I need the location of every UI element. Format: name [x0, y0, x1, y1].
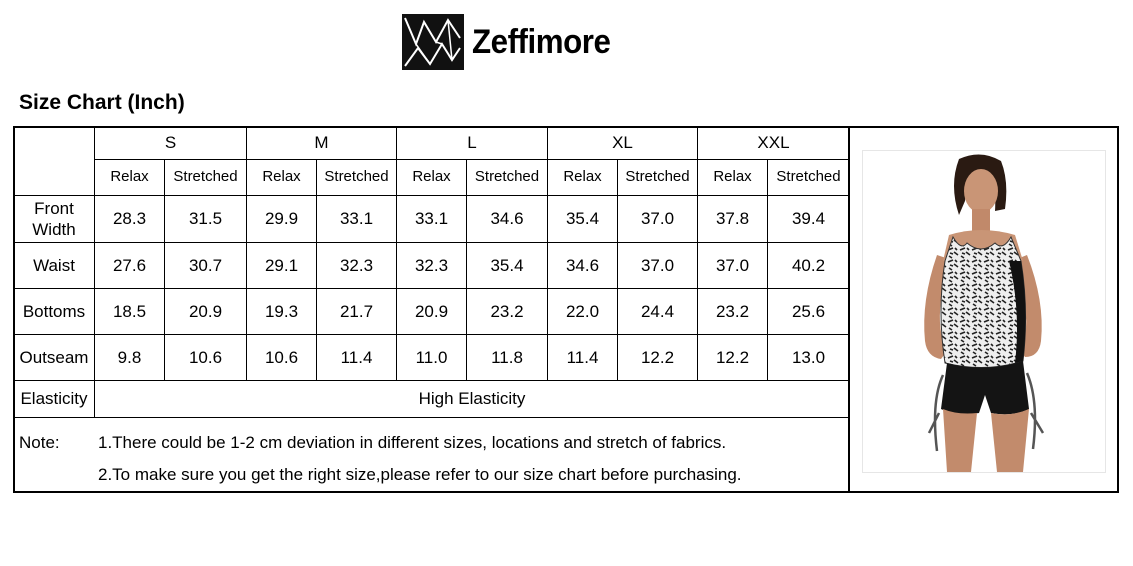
- photo-divider: [848, 126, 850, 493]
- table-cell: 12.2: [698, 335, 768, 381]
- size-header: S: [95, 127, 247, 160]
- table-cell: 34.6: [548, 243, 618, 289]
- size-header: L: [397, 127, 548, 160]
- corner-cell: [14, 127, 95, 196]
- brand-name: Zeffimore: [472, 23, 611, 61]
- fit-header-row: [14, 160, 850, 196]
- brand-logo-mark: [402, 14, 464, 70]
- table-cell: 37.0: [618, 196, 698, 243]
- table-cell: 9.8: [95, 335, 165, 381]
- relax-header: Relax: [548, 160, 618, 196]
- size-header-row: [14, 127, 850, 160]
- table-cell: 25.6: [768, 289, 850, 335]
- relax-header: Relax: [698, 160, 768, 196]
- table-cell: 27.6: [95, 243, 165, 289]
- table-cell: 11.4: [548, 335, 618, 381]
- note-item: 2.To make sure you get the right size,please refer to our size chart before purchasing.: [98, 465, 742, 484]
- table-cell: 33.1: [397, 196, 467, 243]
- size-chart-table: [13, 126, 850, 418]
- stretched-header: Stretched: [467, 160, 548, 196]
- table-cell: 37.0: [618, 243, 698, 289]
- relax-header: Relax: [247, 160, 317, 196]
- stretched-header: Stretched: [768, 160, 850, 196]
- table-cell: 19.3: [247, 289, 317, 335]
- table-cell: 23.2: [467, 289, 548, 335]
- table-cell: 10.6: [165, 335, 247, 381]
- table-cell: 18.5: [95, 289, 165, 335]
- table-row: [14, 243, 850, 289]
- size-header: M: [247, 127, 397, 160]
- table-row: [14, 335, 850, 381]
- table-cell: 20.9: [165, 289, 247, 335]
- table-cell: 24.4: [618, 289, 698, 335]
- table-cell: 11.0: [397, 335, 467, 381]
- table-row: [14, 196, 850, 243]
- table-cell: 33.1: [317, 196, 397, 243]
- notes-label: Note:: [19, 433, 60, 452]
- table-cell: 40.2: [768, 243, 850, 289]
- table-cell: 28.3: [95, 196, 165, 243]
- table-cell: 10.6: [247, 335, 317, 381]
- table-cell: 22.0: [548, 289, 618, 335]
- table-cell: 21.7: [317, 289, 397, 335]
- table-cell: 37.0: [698, 243, 768, 289]
- elasticity-value: High Elasticity: [95, 381, 850, 418]
- page-title: Size Chart (Inch): [19, 91, 185, 114]
- table-cell: 12.2: [618, 335, 698, 381]
- row-label: Outseam: [14, 335, 95, 381]
- table-cell: 29.1: [247, 243, 317, 289]
- table-cell: 23.2: [698, 289, 768, 335]
- product-photo: [862, 150, 1106, 473]
- row-label: Bottoms: [14, 289, 95, 335]
- relax-header: Relax: [397, 160, 467, 196]
- table-cell: 30.7: [165, 243, 247, 289]
- table-cell: 20.9: [397, 289, 467, 335]
- elasticity-row: [14, 381, 850, 418]
- table-cell: 11.8: [467, 335, 548, 381]
- row-label: Elasticity: [14, 381, 95, 418]
- table-cell: 29.9: [247, 196, 317, 243]
- table-cell: 32.3: [397, 243, 467, 289]
- table-row: [14, 289, 850, 335]
- row-label: Front Width: [14, 196, 95, 243]
- row-label: Waist: [14, 243, 95, 289]
- table-cell: 39.4: [768, 196, 850, 243]
- brand-logo: [402, 14, 662, 72]
- size-header: XXL: [698, 127, 850, 160]
- table-cell: 35.4: [548, 196, 618, 243]
- stretched-header: Stretched: [618, 160, 698, 196]
- table-cell: 34.6: [467, 196, 548, 243]
- notes-section: [15, 418, 849, 491]
- table-cell: 32.3: [317, 243, 397, 289]
- stretched-header: Stretched: [317, 160, 397, 196]
- stretched-header: Stretched: [165, 160, 247, 196]
- table-cell: 37.8: [698, 196, 768, 243]
- note-item: 1.There could be 1-2 cm deviation in different sizes, locations and stretch of fabrics.: [98, 433, 727, 452]
- model-illustration: [863, 151, 1105, 472]
- table-cell: 13.0: [768, 335, 850, 381]
- size-header: XL: [548, 127, 698, 160]
- table-cell: 11.4: [317, 335, 397, 381]
- relax-header: Relax: [95, 160, 165, 196]
- table-cell: 35.4: [467, 243, 548, 289]
- table-cell: 31.5: [165, 196, 247, 243]
